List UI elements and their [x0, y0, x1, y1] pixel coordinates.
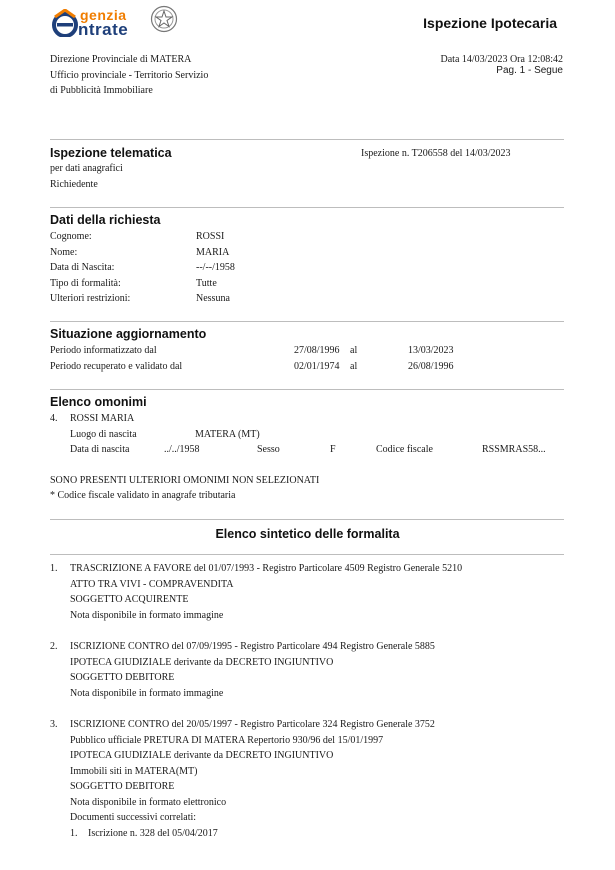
formalita-line: SOGGETTO DEBITORE: [70, 672, 175, 683]
document-title: Ispezione Ipotecaria: [423, 15, 557, 31]
divider: [50, 519, 564, 520]
date-line: Data 14/03/2023 Ora 12:08:42: [440, 54, 563, 65]
omonimo-entry: [50, 411, 564, 461]
formalita-item: [50, 717, 564, 847]
formalita-item: [50, 561, 564, 625]
formalita-number: 1.: [50, 563, 58, 574]
data-nascita-label: Data di nascita: [70, 444, 130, 455]
sesso-value: F: [330, 444, 336, 455]
office-line: Ufficio provinciale - Territorio Servizio: [50, 69, 209, 81]
richiesta-label: Ulteriori restrizioni:: [50, 293, 131, 304]
formalita-line: Nota disponibile in formato immagine: [70, 687, 224, 699]
formalita-item: [50, 639, 564, 703]
situazione-from: 02/01/1974: [294, 360, 340, 372]
richiesta-label: Cognome:: [50, 231, 92, 242]
formalita-line: SOGGETTO ACQUIRENTE: [70, 594, 189, 605]
formalita-line: ISCRIZIONE CONTRO del 07/09/1995 - Registro Particolare 494 Registro Generale 5885: [70, 641, 435, 652]
formalita-line: Pubblico ufficiale PRETURA DI MATERA Repertorio 930/96 del 15/01/1997: [70, 734, 384, 746]
formalita-line: Nota disponibile in formato elettronico: [70, 796, 227, 808]
formalita-line: ATTO TRA VIVI - COMPRAVENDITA: [70, 578, 234, 590]
divider: [50, 554, 564, 555]
omonimo-name: ROSSI MARIA: [70, 413, 135, 424]
richiesta-value: ROSSI: [196, 231, 225, 242]
situazione-al: al: [350, 360, 358, 372]
republic-emblem-icon: [150, 5, 178, 33]
formalita-line: IPOTECA GIUDIZIALE derivante da DECRETO INGIUNTIVO: [70, 750, 334, 761]
date-block: [441, 54, 563, 76]
formalita-number: 2.: [50, 641, 58, 652]
formalita-line: IPOTECA GIUDIZIALE derivante da DECRETO INGIUNTIVO: [70, 656, 334, 668]
logo-word-genzia: genzia: [80, 7, 127, 23]
situazione-to: 26/08/1996: [408, 360, 454, 372]
logo-word-ntrate: ntrate: [78, 20, 129, 39]
richiesta-value: Tutte: [196, 277, 217, 289]
richiesta-value: --/--/1958: [196, 262, 235, 273]
office-block: [50, 52, 208, 99]
related-text: Iscrizione n. 328 del 05/04/2017: [88, 827, 218, 839]
cf-value: RSSMRAS58...: [482, 444, 546, 455]
related-number: 1.: [70, 827, 78, 839]
ispezione-sub: Richiedente: [50, 179, 98, 190]
formalita-heading: Elenco sintetico delle formalita: [215, 527, 400, 541]
related-document: [70, 826, 435, 842]
richiesta-value: Nessuna: [196, 293, 230, 304]
omonimo-number: 4.: [50, 413, 58, 424]
sesso-label: Sesso: [257, 444, 280, 455]
ispezione-sub: per dati anagrafici: [50, 163, 123, 174]
omonimi-heading: Elenco omonimi: [50, 395, 147, 409]
richiesta-value: MARIA: [196, 246, 230, 258]
situazione-al: al: [350, 345, 358, 356]
office-line: di Pubblicità Immobiliare: [50, 85, 153, 96]
richiesta-label: Nome:: [50, 246, 78, 258]
situazione-label: Periodo recuperato e validato dal: [50, 360, 183, 372]
formalita-number: 3.: [50, 719, 58, 730]
formalita-line: Nota disponibile in formato immagine: [70, 609, 224, 621]
formalita-line: TRASCRIZIONE A FAVORE del 01/07/1993 - Registro Particolare 4509 Registro Generale 5210: [70, 563, 463, 574]
richiesta-label: Data di Nascita:: [50, 262, 115, 273]
luogo-value: MATERA (MT): [195, 428, 260, 440]
formalita-line: ISCRIZIONE CONTRO del 20/05/1997 - Registro Particolare 324 Registro Generale 3752: [70, 719, 435, 730]
omonimi-note: SONO PRESENTI ULTERIORI OMONIMI NON SELEZIONATI: [50, 475, 320, 486]
luogo-label: Luogo di nascita: [70, 428, 137, 440]
divider: [50, 321, 564, 322]
formalita-line: SOGGETTO DEBITORE: [70, 781, 175, 792]
ispezione-heading: Ispezione telematica: [50, 146, 172, 160]
data-nascita-value: ../../1958: [164, 444, 200, 455]
ispezione-number: Ispezione n. T206558 del 14/03/2023: [361, 148, 511, 159]
divider: [50, 139, 564, 140]
omonimi-note: * Codice fiscale validato in anagrafe tributaria: [50, 490, 236, 501]
richiesta-table: [50, 229, 350, 309]
page-line: Pag. 1 - Segue: [496, 65, 563, 76]
logo-e-icon: [52, 9, 78, 37]
richiesta-heading: Dati della richiesta: [50, 213, 161, 227]
situazione-to: 13/03/2023: [408, 345, 454, 356]
office-line: Direzione Provinciale di MATERA: [50, 54, 192, 65]
cf-label: Codice fiscale: [376, 444, 433, 455]
divider: [50, 207, 564, 208]
situazione-table: [50, 343, 510, 375]
formalita-line: Immobili siti in MATERA(MT): [70, 765, 198, 777]
situazione-label: Periodo informatizzato dal: [50, 345, 157, 356]
situazione-heading: Situazione aggiornamento: [50, 327, 207, 341]
situazione-from: 27/08/1996: [294, 345, 340, 356]
formalita-line: Documenti successivi correlati:: [70, 812, 197, 823]
richiesta-label: Tipo di formalità:: [50, 277, 121, 289]
divider: [50, 389, 564, 390]
